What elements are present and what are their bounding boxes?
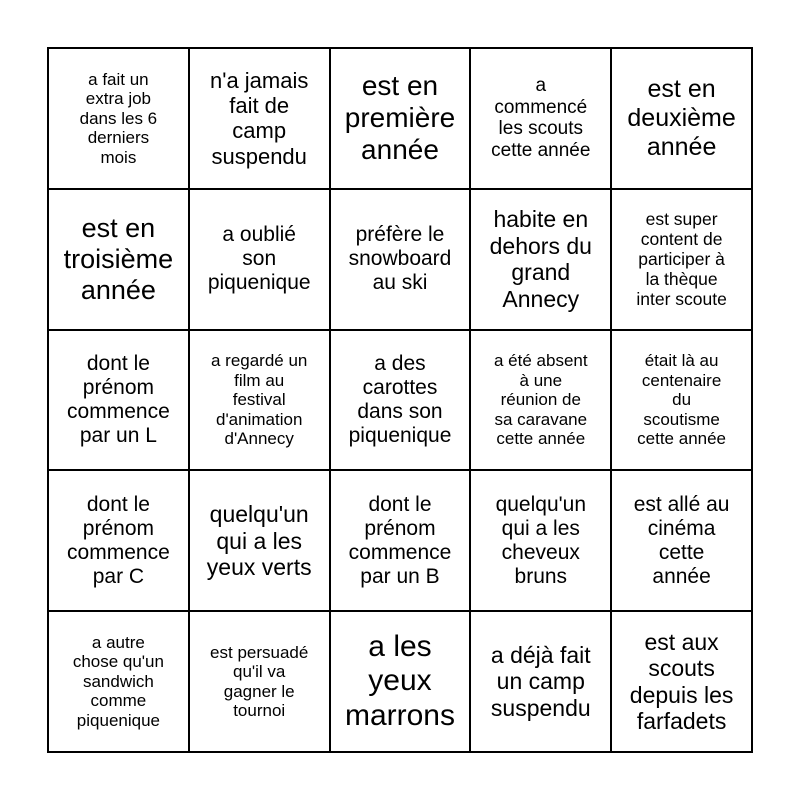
cell-text-line: sandwich (82, 671, 154, 691)
cell-text-line: film au (234, 370, 285, 390)
cell-text-line: dans son (357, 399, 443, 423)
bingo-cell[interactable] (330, 48, 471, 189)
cell-text-line: prénom (82, 516, 154, 540)
cell-text-line: a des (374, 351, 426, 375)
cell-text-line: suspendu (490, 694, 591, 721)
cell-text-line: dont le (86, 492, 150, 516)
cell-text-line: année (646, 132, 717, 161)
cell-text-line: carottes (362, 375, 438, 399)
cell-text-line: cette année (496, 429, 586, 449)
cell-text-line: camp (232, 118, 287, 144)
cell-text-line: grand (511, 259, 571, 286)
cell-text-line: a été absent (494, 351, 588, 371)
bingo-cell[interactable] (48, 470, 189, 611)
cell-text-line: à une (519, 370, 563, 390)
cell-text-line: comme (90, 691, 147, 711)
cell-text-line: année (361, 134, 439, 166)
cell-text-line: a les (368, 629, 432, 663)
cell-text-line: réunion de (500, 390, 581, 410)
bingo-cell[interactable] (470, 330, 611, 471)
cell-text-line: cette année (637, 429, 727, 449)
cell-text-line: a déjà fait (490, 641, 591, 668)
cell-text-line: chose qu'un (72, 652, 164, 672)
cell-text-line: cette année (491, 140, 591, 162)
bingo-cell[interactable] (470, 611, 611, 752)
cell-text-line: gagner le (223, 681, 295, 701)
cell-text-line: commencé (494, 96, 588, 118)
cell-text-line: a (535, 74, 547, 96)
bingo-cell[interactable] (48, 48, 189, 189)
cell-text-line: piquenique (207, 271, 311, 295)
cell-text-line: scoutisme (643, 409, 720, 429)
bingo-cell[interactable] (611, 611, 752, 752)
bingo-cell[interactable] (470, 189, 611, 330)
bingo-cell[interactable] (330, 189, 471, 330)
bingo-cell[interactable] (611, 48, 752, 189)
bingo-cell[interactable] (189, 470, 330, 611)
cell-text-line: un camp (496, 668, 585, 695)
cell-text-line: d'animation (215, 409, 303, 429)
cell-text-line: cinéma (647, 516, 716, 540)
bingo-cell[interactable] (330, 611, 471, 752)
cell-text-line: a autre (91, 632, 145, 652)
cell-text-line: extra job (85, 89, 151, 109)
cell-text-line: quelqu'un (495, 492, 586, 516)
bingo-cell[interactable] (330, 470, 471, 611)
cell-text-line: snowboard (348, 247, 452, 271)
cell-text-line: par C (92, 564, 145, 588)
cell-text-line: farfadets (636, 708, 727, 735)
cell-text-line: habite en (493, 206, 589, 233)
bingo-cell[interactable] (611, 470, 752, 611)
cell-text-line: la thèque (645, 269, 718, 290)
cell-text-line: est en (647, 75, 716, 104)
cell-text-line: commence (67, 399, 170, 423)
bingo-cell[interactable] (611, 330, 752, 471)
bingo-cell[interactable] (470, 470, 611, 611)
cell-text-line: dehors du (489, 232, 592, 259)
cell-text-line: troisième (63, 243, 174, 274)
cell-text-line: au ski (372, 271, 428, 295)
cell-text-line: prénom (364, 516, 436, 540)
cell-text-line: Annecy (502, 285, 580, 312)
cell-text-line: année (80, 274, 156, 305)
bingo-cell[interactable] (48, 189, 189, 330)
cell-text-line: qui a les (501, 516, 580, 540)
bingo-cell[interactable] (611, 189, 752, 330)
cell-text-line: yeux verts (206, 554, 312, 580)
bingo-cell[interactable] (189, 330, 330, 471)
bingo-cell[interactable] (189, 189, 330, 330)
cell-text-line: année (652, 564, 711, 588)
cell-text-line: est en (361, 70, 439, 102)
cell-text-line: préfère le (355, 222, 445, 246)
cell-text-line: content de (640, 229, 723, 249)
cell-text-line: a regardé un (210, 351, 308, 371)
cell-text-line: scouts (648, 655, 715, 682)
cell-text-line: bruns (514, 564, 568, 588)
bingo-cell[interactable] (48, 611, 189, 752)
cell-text-line: son (242, 247, 277, 271)
cell-text-line: n'a jamais (210, 67, 309, 93)
cell-text-line: première (344, 102, 456, 134)
cell-text-line: commence (348, 540, 452, 564)
cell-text-line: cheveux (501, 540, 580, 564)
cell-text-line: est super (645, 208, 718, 229)
cell-text-line: commence (67, 540, 170, 564)
bingo-grid (47, 47, 753, 753)
cell-text-line: marrons (344, 698, 455, 732)
cell-text-line: a fait un (88, 69, 149, 89)
cell-text-line: est aux (644, 628, 719, 655)
cell-text-line: deuxième (627, 104, 736, 133)
cell-text-line: festival (232, 390, 286, 410)
cell-text-line: piquenique (348, 424, 452, 448)
cell-text-line: mois (100, 147, 137, 167)
cell-text-line: qui a les (216, 527, 303, 554)
cell-text-line: inter scoute (636, 289, 727, 310)
bingo-cell[interactable] (48, 330, 189, 471)
bingo-cell[interactable] (189, 611, 330, 752)
cell-text-line: participer à (638, 249, 725, 270)
bingo-cell[interactable] (470, 48, 611, 189)
cell-text-line: cette (658, 540, 705, 564)
cell-text-line: tournoi (233, 701, 286, 721)
cell-text-line: est allé au (633, 492, 730, 516)
cell-text-line: par un B (360, 564, 440, 588)
cell-text-line: d'Annecy (224, 429, 294, 449)
cell-text-line: a oublié (222, 222, 296, 246)
cell-text-line: dont le (368, 492, 432, 516)
cell-text-line: fait de (229, 93, 290, 119)
cell-text-line: yeux (368, 664, 432, 698)
bingo-cell[interactable] (330, 330, 471, 471)
cell-text-line: centenaire (641, 370, 722, 390)
cell-text-line: dans les 6 (79, 108, 158, 128)
cell-text-line: qu'il va (233, 662, 286, 682)
cell-text-line: du (672, 390, 692, 410)
cell-text-line: quelqu'un (209, 501, 309, 528)
cell-text-line: les scouts (498, 118, 584, 140)
cell-text-line: suspendu (211, 143, 307, 169)
cell-text-line: dont le (86, 351, 150, 375)
cell-text-line: piquenique (76, 710, 160, 730)
cell-text-line: était là au (644, 351, 719, 371)
bingo-cell[interactable] (189, 48, 330, 189)
cell-text-line: est persuadé (210, 642, 309, 662)
cell-text-line: est en (81, 212, 156, 243)
cell-text-line: par un L (79, 424, 157, 448)
cell-text-line: derniers (87, 128, 150, 148)
cell-text-line: depuis les (629, 681, 734, 708)
cell-text-line: prénom (82, 375, 154, 399)
cell-text-line: sa caravane (494, 409, 588, 429)
